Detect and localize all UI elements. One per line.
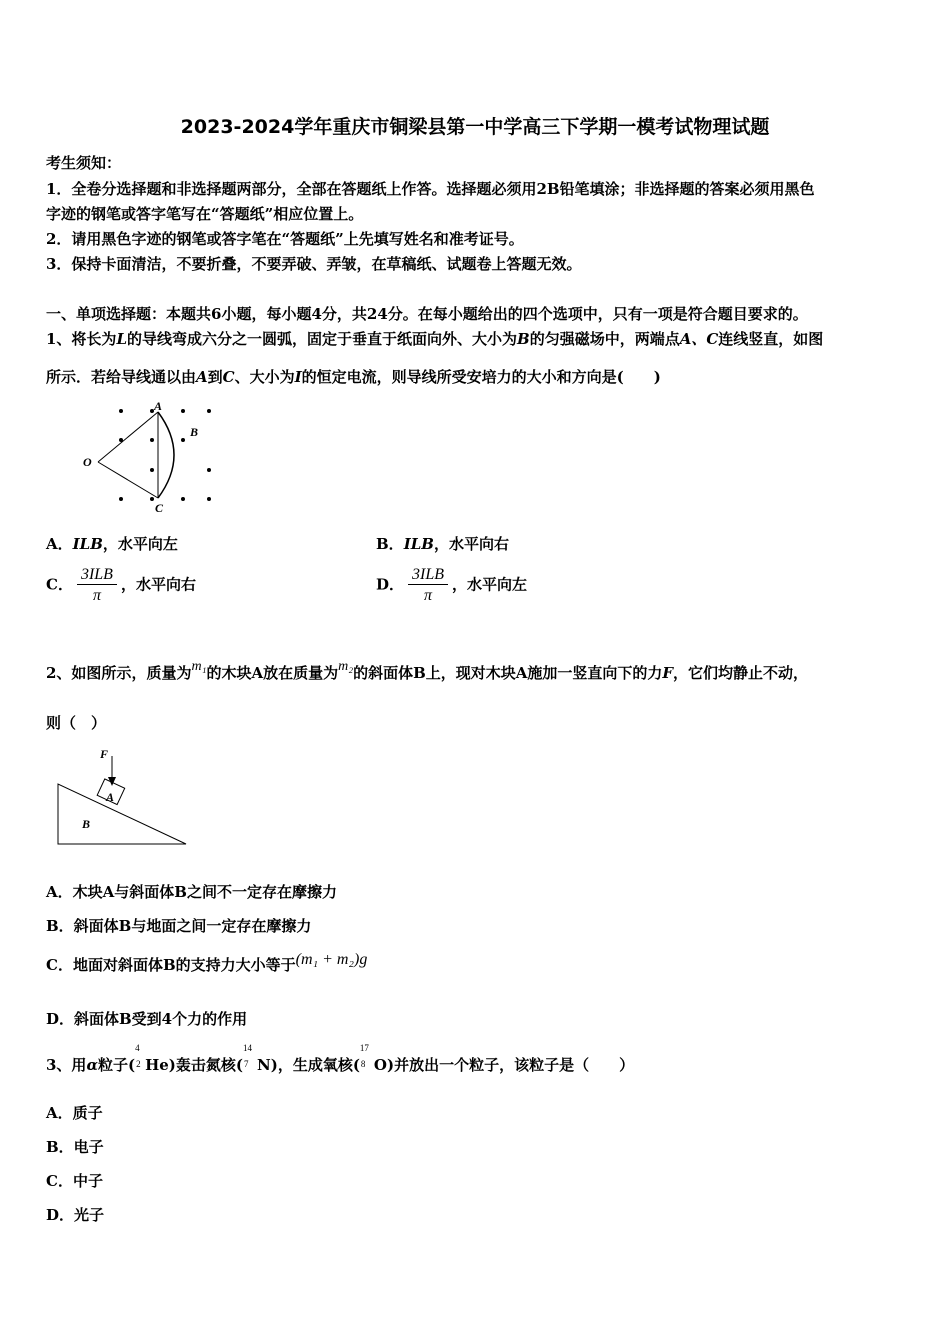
fig-label-a: A [154,399,163,413]
radius-oa [98,412,158,462]
q3-stem: 3、用α粒子( 4 2 He)轰击氮核( 14 7 N)，生成氧核( 17 8 O)并放出一个粒子，该粒子是（ ） [46,1043,635,1074]
q2-option-b[interactable]: B．斜面体B与地面之间一定存在摩擦力 [46,917,312,935]
q2-stem-line1: 2、如图所示，质量为m₁的木块A放在质量为m₂的斜面体B上，现对木块A施加一竖直向下的力F，它们均静止不动， [46,659,809,682]
q1-figure [78,398,218,516]
q2-option-d[interactable]: D．斜面体B受到4个力的作用 [46,1010,248,1028]
page-title: 2023-2024学年重庆市铜梁县第一中学高三下学期一模考试物理试题 [180,116,770,138]
q2-figure [54,742,194,848]
fig-label-c: C [155,501,164,515]
section-heading: 一、单项选择题：本题共6小题，每小题4分，共24分。在每小题给出的四个选项中，只有一项是符合题目要求的。 [46,305,808,323]
q1-option-d[interactable]: D． $\frac{\text{3ILB}}{\pi}$ ，水平向左 [376,566,528,604]
q2-option-c[interactable]: C．地面对斜面体B的支持力大小等于(m₁ + m₂)g [46,951,368,974]
notice-item-1b: 字迹的钢笔或答字笔写在“答题纸”相应位置上。 [46,205,364,223]
q2-option-a[interactable]: A．木块A与斜面体B之间不一定存在摩擦力 [46,883,337,901]
fig-label-b: B [82,817,91,831]
fig-label-a: A [106,790,115,804]
radius-oc [98,462,158,498]
wire-arc [158,412,174,498]
q3-option-a[interactable]: A．质子 [46,1104,103,1122]
q1-stem-line1: 1、将长为L的导线弯成六分之一圆弧，固定于垂直于纸面向外、大小为B的匀强磁场中，两端点A、C连线竖直，如图 [46,330,824,348]
notice-item-2: 2．请用黑色字迹的钢笔或答字笔在“答题纸”上先填写姓名和准考证号。 [46,230,524,248]
nuclide-n: 14 7 [243,1043,253,1069]
q1-stem-line2: 所示．若给导线通以由A到C、大小为I的恒定电流，则导线所受安培力的大小和方向是( ) [46,368,661,386]
nuclide-o: 17 8 [359,1043,369,1069]
q1-option-c[interactable]: C． $\frac{\text{3ILB}}{\pi}$ ，水平向右 [46,566,196,604]
fraction: $\frac{\text{3ILB}}{\pi}$ [77,566,117,605]
q3-option-d[interactable]: D．光子 [46,1206,105,1224]
fig-label-o: O [83,455,92,469]
nuclide-he: 4 2 [135,1043,141,1069]
notice-item-3: 3．保持卡面清洁，不要折叠，不要弄破、弄皱，在草稿纸、试题卷上答题无效。 [46,255,582,273]
q3-option-b[interactable]: B．电子 [46,1138,104,1156]
fraction: $\frac{\text{3ILB}}{\pi}$ [408,566,448,605]
notice-item-1a: 1．全卷分选择题和非选择题两部分，全部在答题纸上作答。选择题必须用2B铅笔填涂；非选择题的答案必须用黑色 [46,180,815,198]
fig-label-f: F [100,747,109,761]
q1-option-a[interactable]: A．ILB，水平向左 [46,535,178,553]
notice-heading: 考生须知： [46,154,122,172]
q1-option-b[interactable]: B．ILB，水平向右 [376,535,509,553]
fig-label-b: B [190,425,199,439]
q2-stem-line2: 则（ ） [46,714,107,732]
q3-option-c[interactable]: C．中子 [46,1172,103,1190]
